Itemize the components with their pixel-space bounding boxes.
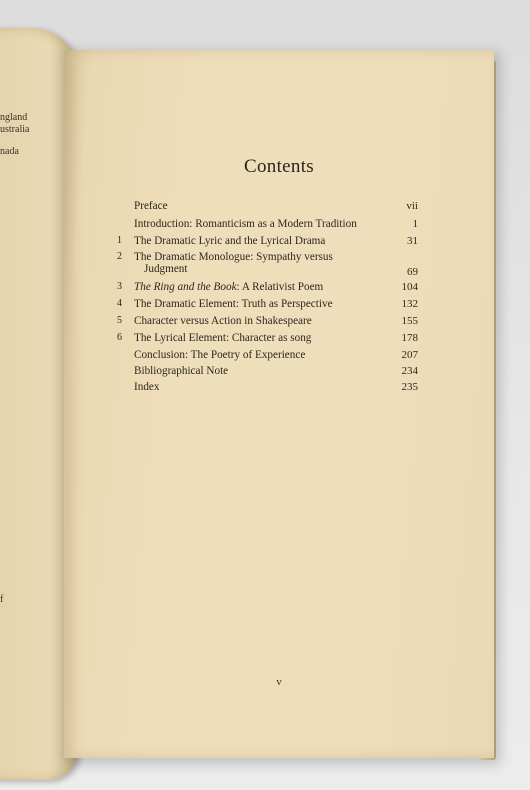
toc-entry-page: 31 <box>407 235 418 247</box>
toc-entry-page: 207 <box>401 349 418 361</box>
toc-entry-title: Bibliographical Note <box>134 365 229 377</box>
contents-page <box>64 50 494 758</box>
toc-entry-title: Introduction: Romanticism as a Modern Tradition <box>134 218 357 230</box>
toc-entry-page: 235 <box>401 381 418 393</box>
toc-entry-title: Conclusion: The Poetry of Experience <box>134 349 306 361</box>
toc-entry-number: 1 <box>117 235 122 246</box>
toc-entry-title: Preface <box>134 200 168 212</box>
toc-entry-page: 104 <box>401 281 418 293</box>
toc-entry-page: 234 <box>401 365 418 377</box>
toc-entry-page: vii <box>406 200 418 212</box>
left-page-text: ngland <box>0 112 28 123</box>
toc-entry-title: The Dramatic Lyric and the Lyrical Drama <box>134 235 326 247</box>
toc-entry-page: 178 <box>401 332 418 344</box>
toc-entry-title: The Lyrical Element: Character as song <box>134 332 312 344</box>
toc-entry-title: Index <box>134 381 160 393</box>
toc-entry-title-rest: : A Relativist Poem <box>236 281 324 293</box>
toc-entry-number: 2 <box>117 251 122 262</box>
left-page-text: ustralia <box>0 124 30 135</box>
toc-entry-number: 4 <box>117 298 122 309</box>
page-number: v <box>276 676 282 688</box>
toc-entry-number: 3 <box>117 281 122 292</box>
toc-entry-page: 155 <box>401 315 418 327</box>
toc-entry-number: 6 <box>117 332 122 343</box>
toc-entry-title: Character versus Action in Shakespeare <box>134 315 312 327</box>
toc-entry-number: 5 <box>117 315 122 326</box>
toc-entry-title-continued: Judgment <box>144 263 188 275</box>
toc-entry-page: 132 <box>401 298 418 310</box>
page-title: Contents <box>244 156 314 177</box>
left-page-text: f <box>0 594 4 605</box>
toc-entry-title: The Dramatic Element: Truth as Perspective <box>134 298 333 310</box>
toc-entry-title-italic: The Ring and the Book <box>134 281 237 293</box>
toc-entry-page: 69 <box>407 266 418 278</box>
toc-entry-title <box>134 281 323 293</box>
toc-entry-page: 1 <box>412 218 418 230</box>
left-page-text: nada <box>0 146 19 157</box>
toc-entry-title: The Dramatic Monologue: Sympathy versus <box>134 251 333 263</box>
